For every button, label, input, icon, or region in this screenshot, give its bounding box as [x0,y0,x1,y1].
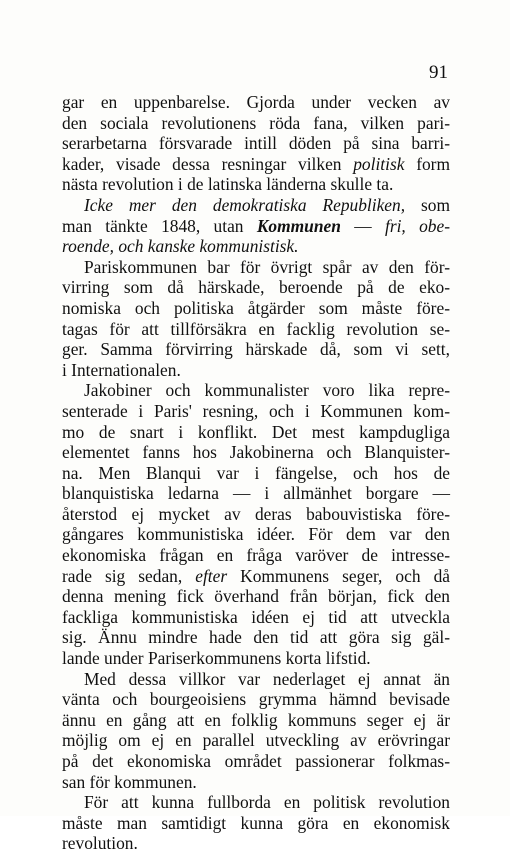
text-segment: som [405,194,450,215]
text-line [62,710,450,731]
text-segment: gar en uppenbarelse. Gjorda under vecken av [62,92,450,112]
text-segment: För att kunna fullborda en politisk revolution [84,792,450,813]
italic-text: efter [195,565,228,586]
text-segment: Kommunens seger, och då [227,565,450,586]
text-segment: blanquistiska ledarna — i allmänhet borgare — [62,483,450,504]
text-segment: nomiska och politiska åtgärder som måste före- [62,297,450,318]
text-line [62,401,450,422]
text-line [62,360,450,381]
text-segment: den sociala revolutionens röda fana, vilken pari- [62,112,450,133]
text-segment: lande under Pariserkommunens korta lifstid. [62,648,371,669]
text-segment: möjlig om ej en parallel utveckling av erövringar [62,730,450,751]
text-segment: Pariskommunen bar för övrigt spår av den för- [84,256,450,277]
text-line [62,483,450,504]
italic-text: fri, obe- [384,215,450,236]
text-line [62,277,450,298]
text-segment: kader, visade dessa resningar vilken [62,153,354,174]
text-line [62,730,450,751]
text-line [62,195,450,216]
text-line [62,380,450,401]
text-line [62,319,450,340]
text-segment: senterade i Paris' resning, och i Kommunen kom- [62,400,450,421]
text-segment: ännu en gång att en folklig kommuns seger ej är [62,709,450,730]
text-line [62,174,450,195]
text-segment: ger. Samma förvirring härskade då, som vi sett, [62,339,450,360]
text-segment: måste man samtidigt kunna göra en ekonomisk [62,812,450,833]
text-line [62,133,450,154]
text-segment: Med dessa villkor var nederlaget ej annat än [84,668,450,689]
text-segment: fackliga kommunistiska idéen ej tid att utveckla [62,606,450,627]
body-text [62,92,450,854]
text-segment: revolution. [62,833,138,854]
text-segment: form [404,153,450,174]
text-line [62,792,450,813]
text-segment: nästa revolution i de latinska länderna skulle ta. [62,174,394,195]
text-segment: vänta och bourgeoisiens grymma hämnd bevisade [62,689,450,710]
text-segment: gångares kommunistiska idéer. För dem var den [62,524,450,545]
text-line [62,92,450,113]
text-line [62,113,450,134]
text-segment: på det ekonomiska området passionerar folkmas- [62,751,450,771]
text-line [62,669,450,690]
text-segment: Jakobiner och kommunalister voro lika repre- [84,380,450,401]
text-segment: ekonomiska frågan en fråga varöver de intresse- [62,545,450,566]
text-line [62,586,450,607]
text-line [62,236,450,257]
text-segment: virring som då härskade, beroende på de eko- [62,277,450,298]
text-segment: rade sig sedan, [62,565,196,586]
text-line [62,751,450,772]
text-segment: elementet fanns hos Jakobinerna och Blanquister- [62,442,450,463]
text-segment: serarbetarna försvarade intill döden på sina barri- [62,133,450,154]
italic-text: Icke mer den demokratiska Republiken, [84,194,406,215]
text-line [62,504,450,525]
text-line [62,772,450,793]
text-segment: tagas för att tillförsäkra en facklig revolution se- [62,318,450,339]
text-line [62,689,450,710]
text-line [62,648,450,669]
bold-italic-text: Kommunen [256,215,341,236]
text-line [62,627,450,648]
text-segment: san för kommunen. [62,771,197,792]
text-line [62,463,450,484]
text-segment: man tänkte 1848, utan [62,215,257,236]
text-line [62,566,450,587]
text-line [62,442,450,463]
text-segment: — [340,215,385,236]
text-line [62,545,450,566]
text-segment: återstod ej mycket av deras babouvistiska före- [62,503,450,524]
text-segment: i Internationalen. [62,359,181,380]
italic-text: politisk [353,153,405,174]
text-line [62,257,450,278]
text-segment: mo de snart i konflikt. Det mest kampdugliga [62,421,450,442]
text-segment: denna mening fick överhand från början, fick den [62,586,450,607]
italic-text: roende, och kanske kommunistisk. [62,236,299,257]
text-segment: sig. Ännu mindre hade den tid att göra sig gäl- [62,627,450,648]
text-line [62,607,450,628]
text-line [62,216,450,237]
text-line [62,339,450,360]
text-line [62,154,450,175]
page-number: 91 [429,62,448,83]
text-segment: na. Men Blanqui var i fängelse, och hos de [62,462,450,483]
text-line [62,524,450,545]
text-line [62,422,450,443]
text-line [62,833,450,854]
text-line [62,298,450,319]
